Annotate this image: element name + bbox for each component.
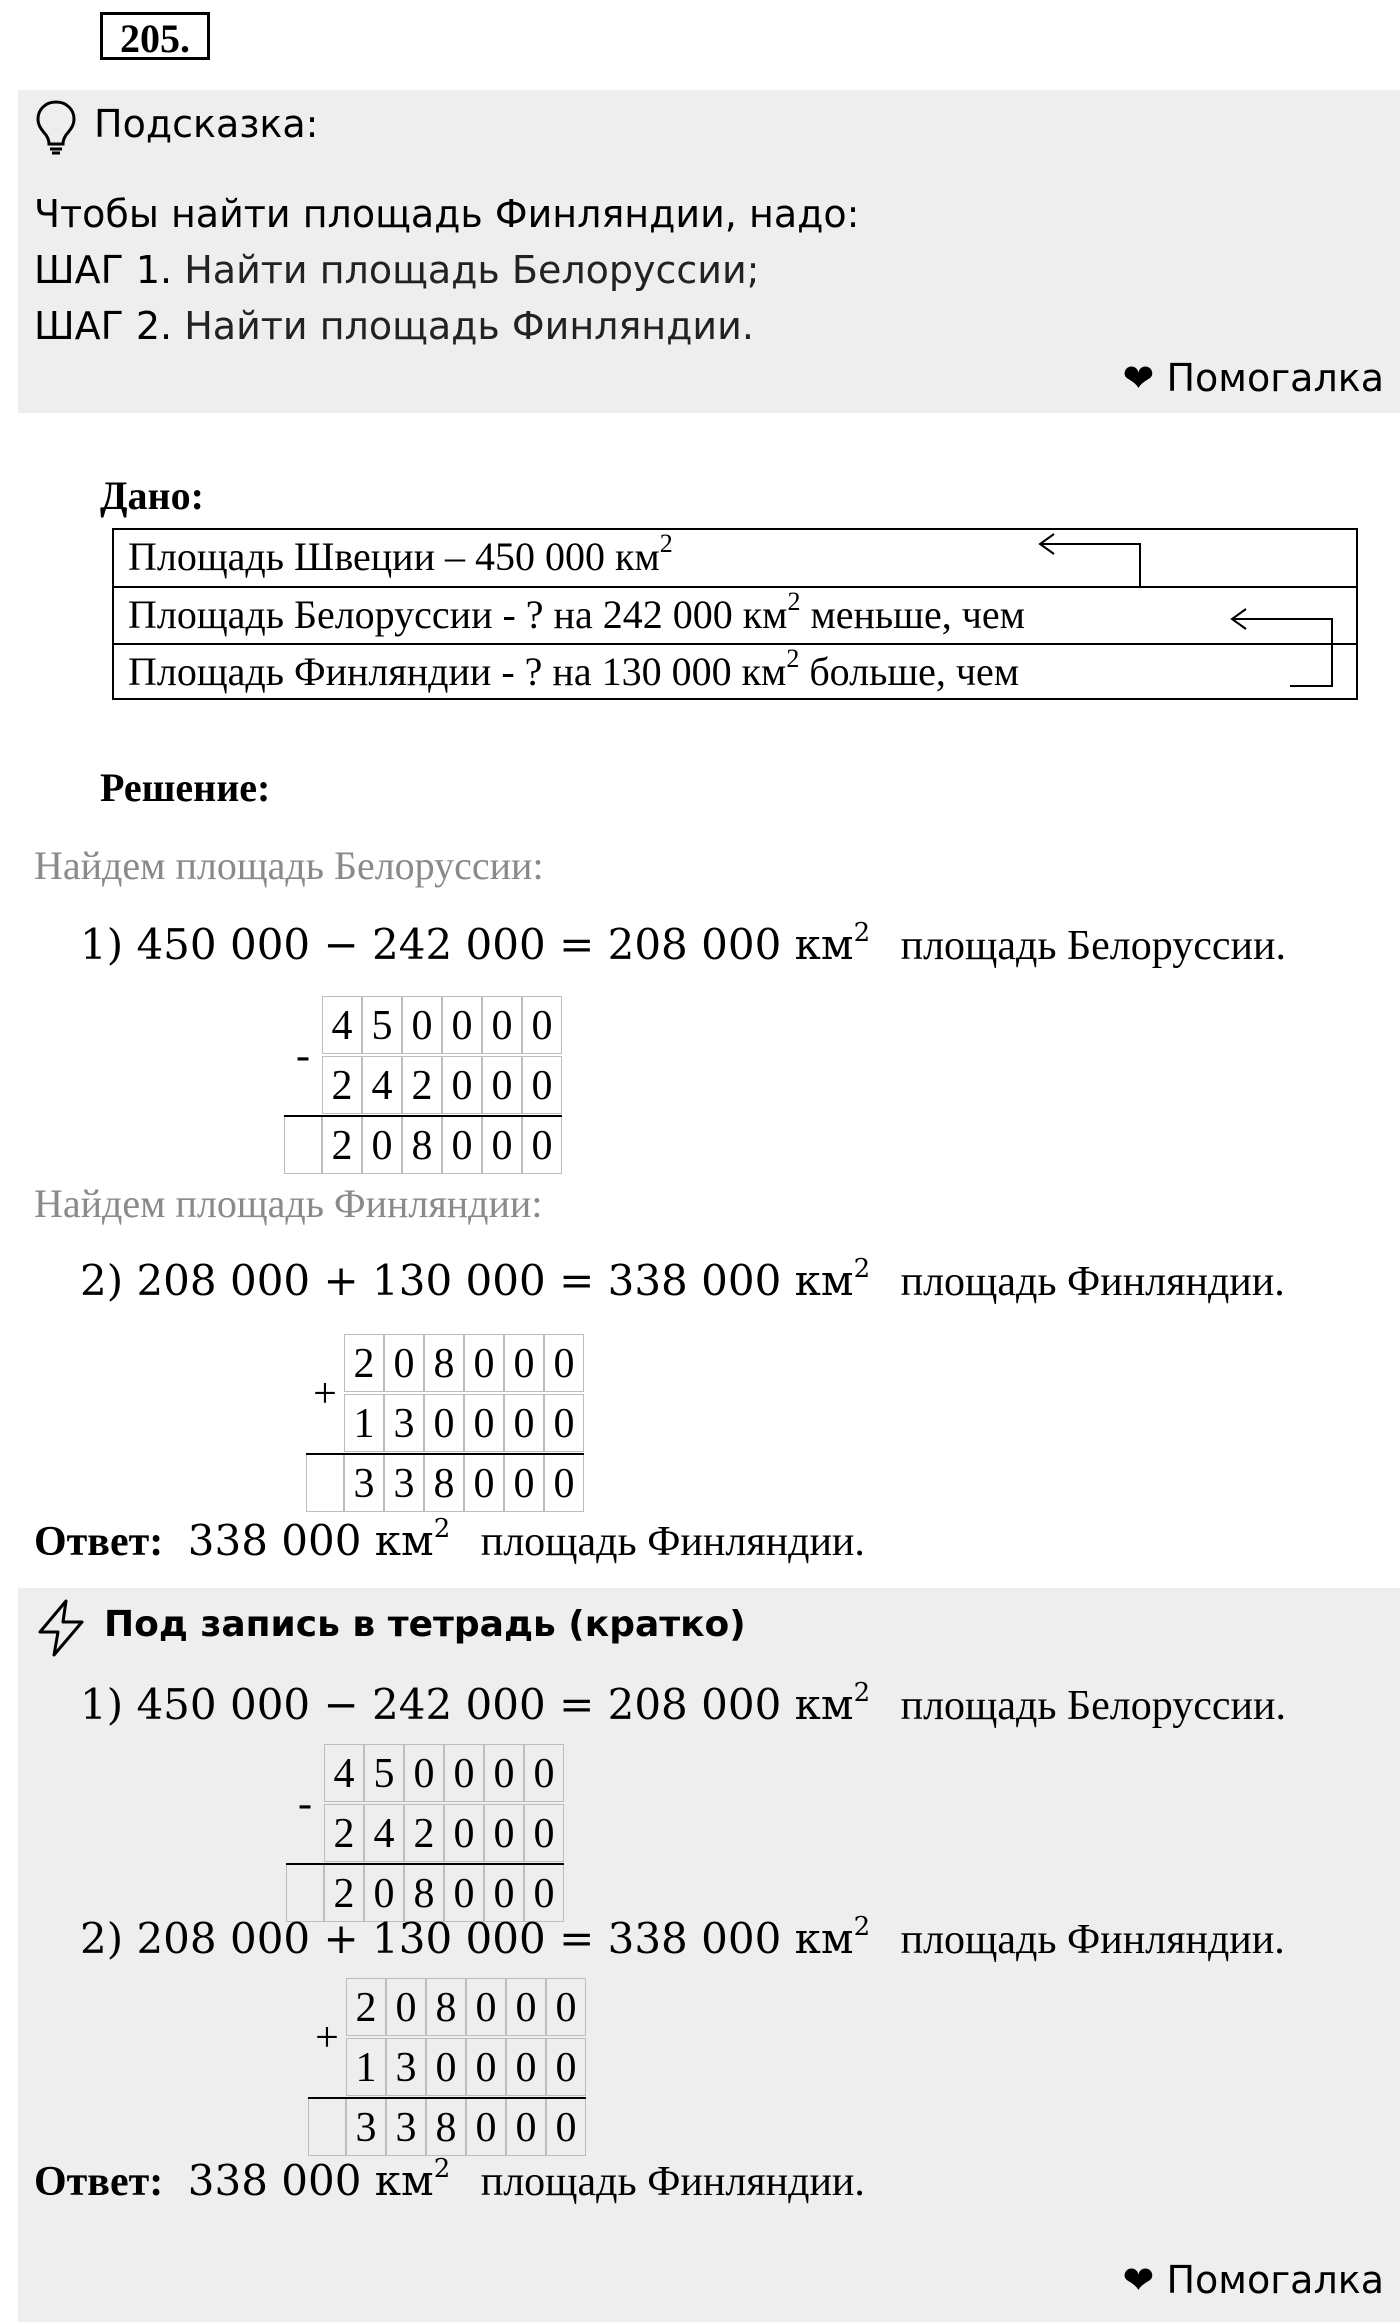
digit-cell: 0 (364, 1864, 404, 1922)
digit-cell: 2 (404, 1804, 444, 1862)
digit-cell: 4 (362, 1056, 402, 1114)
digit-cell (308, 2098, 346, 2156)
step-label: ШАГ 2. (34, 304, 173, 348)
digit-cell: 0 (524, 1744, 564, 1802)
digit-cell: 2 (324, 1864, 364, 1922)
equation-tail: площадь Белоруссии. (900, 923, 1286, 969)
digit-cell: 0 (482, 996, 522, 1054)
superscript: 2 (853, 1254, 871, 1284)
digit-cell: 0 (464, 1454, 504, 1512)
notes-panel (18, 1588, 1400, 2322)
digit-cell: 0 (442, 1056, 482, 1114)
digit-cell: 8 (426, 2098, 466, 2156)
step2-caption: Найдем площадь Финляндии: (34, 1181, 543, 1226)
digit-cell: 8 (424, 1334, 464, 1392)
notes-step2-equation (80, 1914, 1285, 1964)
step-label: ШАГ 1. (34, 248, 173, 292)
digit-cell: 4 (322, 996, 362, 1054)
given-title: Дано: (100, 473, 204, 518)
digit-cell: 3 (386, 2098, 426, 2156)
given-row-text: Площадь Швеции – 450 000 км (128, 534, 660, 579)
digit-cell: 0 (484, 1804, 524, 1862)
digit-cell: 8 (402, 1116, 442, 1174)
digit-cell (284, 1116, 322, 1174)
answer-value: 338 000 км (187, 1516, 434, 1565)
digit-cell: 0 (546, 2098, 586, 2156)
result-rule (308, 2097, 586, 2099)
digit-cell: 0 (544, 1454, 584, 1512)
digit-cell: 0 (522, 1056, 562, 1114)
reference-arrows (1020, 526, 1360, 696)
digit-cell: 4 (364, 1804, 404, 1862)
step-text: Найти площадь Белоруссии; (184, 248, 760, 292)
digit-cell: 0 (466, 1978, 506, 2036)
equation-text: 1) 450 000 − 242 000 = 208 000 км (80, 920, 854, 969)
digit-cell: 5 (362, 996, 402, 1054)
given-row-text: Площадь Белоруссии - ? на 242 000 км (128, 592, 788, 637)
digit-cell: 2 (344, 1334, 384, 1392)
answer-tail: площадь Финляндии. (480, 2159, 865, 2205)
equation-text: 1) 450 000 − 242 000 = 208 000 км (80, 1680, 854, 1729)
hint-intro: Чтобы найти площадь Финляндии, надо: (34, 192, 860, 236)
digit-cell: 0 (504, 1454, 544, 1512)
step1-caption: Найдем площадь Белоруссии: (34, 843, 544, 888)
digit-cell: 4 (324, 1744, 364, 1802)
hint-step-1 (34, 242, 760, 298)
digit-cell: 0 (484, 1864, 524, 1922)
digit-cell: 0 (444, 1864, 484, 1922)
step2-equation (80, 1256, 1285, 1306)
operation-sign: + (315, 2015, 339, 2061)
equation-tail: площадь Финляндии. (900, 1259, 1285, 1305)
digit-cell: 0 (466, 2098, 506, 2156)
operation-sign: - (296, 1033, 310, 1079)
digit-cell: 3 (384, 1394, 424, 1452)
digit-cell: 2 (324, 1804, 364, 1862)
digit-cell: 0 (484, 1744, 524, 1802)
digit-cell: 0 (544, 1394, 584, 1452)
digit-cell: 0 (442, 996, 482, 1054)
superscript: 2 (786, 644, 800, 673)
equation-tail: площадь Финляндии. (900, 1917, 1285, 1963)
digit-cell: 0 (444, 1744, 484, 1802)
step-text: Найти площадь Финляндии. (184, 304, 754, 348)
step1-equation (80, 920, 1286, 970)
operation-sign: - (298, 1781, 312, 1827)
heart-icon: ❤ (1122, 2258, 1155, 2302)
digit-cell: 0 (504, 1394, 544, 1452)
digit-cell: 0 (504, 1334, 544, 1392)
digit-cell: 0 (482, 1116, 522, 1174)
given-row-text: Площадь Финляндии - ? на 130 000 км (128, 649, 787, 694)
result-rule (284, 1115, 562, 1117)
superscript: 2 (853, 1912, 871, 1942)
digit-cell: 1 (346, 2038, 386, 2096)
digit-cell: 0 (546, 2038, 586, 2096)
digit-cell: 5 (364, 1744, 404, 1802)
answer-value: 338 000 км (187, 2156, 434, 2205)
solution-title: Решение: (100, 765, 271, 810)
equation-text: 2) 208 000 + 130 000 = 338 000 км (80, 1914, 854, 1963)
digit-cell: 0 (506, 2098, 546, 2156)
superscript: 2 (853, 918, 871, 948)
notes-answer-line (34, 2156, 865, 2206)
pomogalka-link[interactable] (1123, 356, 1384, 400)
given-row-tail: меньше, чем (800, 592, 1025, 637)
digit-cell: 0 (444, 1804, 484, 1862)
digit-cell (306, 1454, 344, 1512)
digit-cell: 0 (464, 1334, 504, 1392)
digit-cell: 3 (384, 1454, 424, 1512)
pomogalka-label: Помогалка (1166, 356, 1384, 400)
digit-cell: 0 (524, 1864, 564, 1922)
superscript: 2 (787, 587, 801, 616)
digit-cell: 0 (464, 1394, 504, 1452)
digit-cell: 0 (506, 2038, 546, 2096)
lightbulb-icon (34, 98, 78, 156)
digit-cell: 0 (544, 1334, 584, 1392)
operation-sign: + (313, 1371, 337, 1417)
digit-cell: 8 (426, 1978, 466, 2036)
digit-cell: 8 (424, 1454, 464, 1512)
digit-cell: 0 (506, 1978, 546, 2036)
digit-cell: 0 (362, 1116, 402, 1174)
digit-cell: 3 (344, 1454, 384, 1512)
given-row-tail: больше, чем (799, 649, 1020, 694)
task-number: 205. (100, 12, 210, 60)
digit-cell: 0 (442, 1116, 482, 1174)
superscript: 2 (433, 1514, 451, 1544)
pomogalka-label: Помогалка (1166, 2258, 1384, 2302)
equation-tail: площадь Белоруссии. (900, 1683, 1286, 1729)
digit-cell: 0 (546, 1978, 586, 2036)
digit-cell: 0 (404, 1744, 444, 1802)
digit-cell: 8 (404, 1864, 444, 1922)
digit-cell: 0 (402, 996, 442, 1054)
digit-cell: 0 (466, 2038, 506, 2096)
digit-cell: 0 (522, 996, 562, 1054)
superscript: 2 (659, 529, 673, 558)
answer-tail: площадь Финляндии. (480, 1519, 865, 1565)
superscript: 2 (433, 2154, 451, 2184)
answer-label: Ответ: (34, 1519, 164, 1565)
digit-cell: 2 (322, 1116, 362, 1174)
digit-cell: 2 (402, 1056, 442, 1114)
superscript: 2 (853, 1678, 871, 1708)
notes-step1-equation (80, 1680, 1286, 1730)
digit-cell: 0 (384, 1334, 424, 1392)
digit-cell: 0 (522, 1116, 562, 1174)
heart-icon: ❤ (1122, 356, 1155, 400)
digit-cell: 2 (322, 1056, 362, 1114)
digit-cell: 0 (424, 1394, 464, 1452)
digit-cell: 2 (346, 1978, 386, 2036)
lightning-icon (34, 1598, 88, 1658)
answer-label: Ответ: (34, 2159, 164, 2205)
digit-cell: 1 (344, 1394, 384, 1452)
pomogalka-link[interactable] (1123, 2258, 1384, 2302)
digit-cell: 0 (524, 1804, 564, 1862)
digit-cell: 3 (346, 2098, 386, 2156)
digit-cell: 0 (426, 2038, 466, 2096)
hint-step-2 (34, 298, 754, 354)
hint-panel (18, 90, 1400, 413)
answer-line (34, 1516, 865, 1566)
equation-text: 2) 208 000 + 130 000 = 338 000 км (80, 1256, 854, 1305)
notes-title: Под запись в тетрадь (кратко) (104, 1604, 746, 1645)
digit-cell: 3 (386, 2038, 426, 2096)
hint-title: Подсказка: (94, 102, 319, 146)
digit-cell: 0 (386, 1978, 426, 2036)
result-rule (306, 1453, 584, 1455)
result-rule (286, 1863, 564, 1865)
digit-cell: 0 (482, 1056, 522, 1114)
